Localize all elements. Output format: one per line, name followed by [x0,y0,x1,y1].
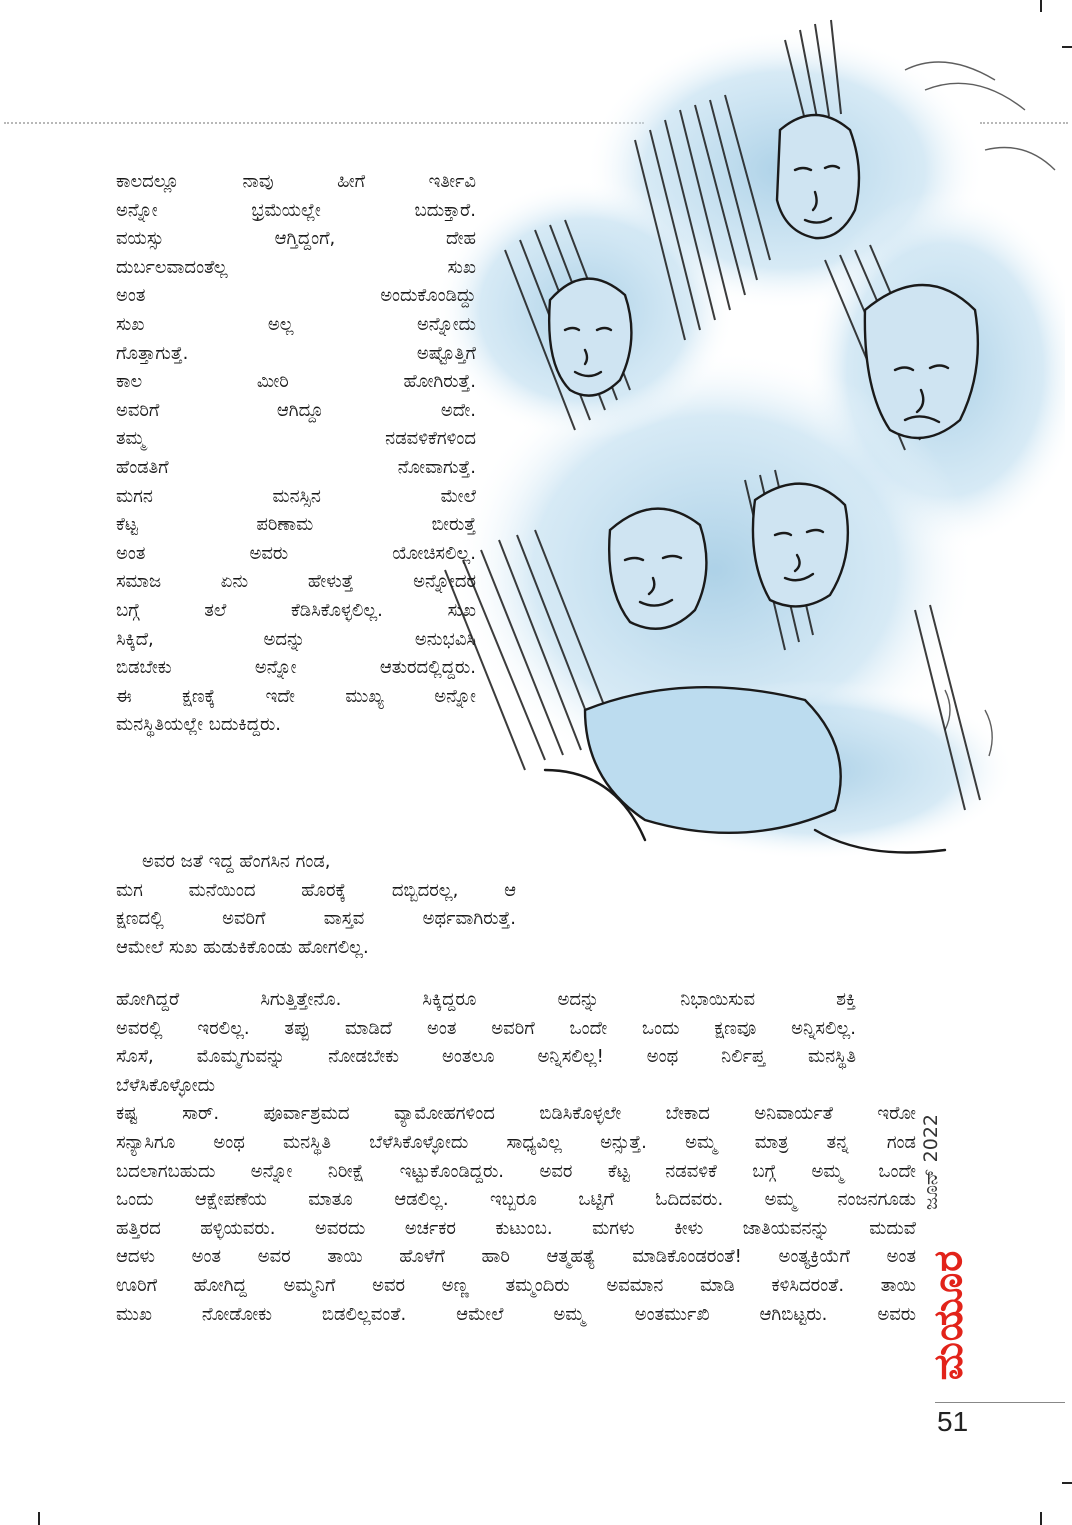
narrow-text-line: ಈ ಕ್ಷಣಕ್ಕೆ ಇದೇ ಮುಖ್ಯ ಅನ್ನೋ [116,685,476,707]
crop-mark-bottom-left [38,1512,40,1525]
paragraph-first-line: ಅವರ ಜತೆ ಇದ್ದ ಹೆಂಗಸಿನ ಗಂಡ, [142,851,331,872]
mid-text-line: ಆಮೇಲೆ ಸುಖ ಹುಡುಕಿಕೊಂಡು ಹೋಗಲಿಲ್ಲ. [116,936,369,958]
narrow-text-column [116,168,476,740]
wide-text-column [116,986,916,1329]
wide-text-line: ಸನ್ಯಾಸಿಗೂ ಅಂಥ ಮನಸ್ಥಿತಿ ಬೆಳೆಸಿಕೊಳ್ಳೋದು ಸಾಧ್ಯವಿಲ್ಲ ಅನ್ಸುತ್ತೆ. ಅಮ್ಮ ಮಾತ್ರ ತನ್ನ ಗಂಡ [116,1131,916,1153]
narrow-text-line: ಮನಸ್ಥಿತಿಯಲ್ಲೇ ಬದುಕಿದ್ದರು. [116,714,281,736]
narrow-text-line: ದುರ್ಬಲವಾದಂತೆಲ್ಲ ಸುಖ [116,256,476,278]
wide-text-line: ಆದಳು ಅಂತ ಅವರ ತಾಯಿ ಹೊಳೆಗೆ ಹಾರಿ ಆತ್ಮಹತ್ಯೆ ಮಾಡಿಕೊಂಡರಂತೆ! ಅಂತ್ಯಕ್ರಿಯೆಗೆ ಅಂತ [116,1246,916,1268]
wide-text-line: ಹತ್ತಿರದ ಹಳ್ಳಿಯವರು. ಅವರದು ಅರ್ಚಕರ ಕುಟುಂಬ. ಮಗಳು ಕೀಳು ಜಾತಿಯವನನ್ನು ಮದುವೆ [116,1217,916,1239]
mid-text-column [116,848,516,962]
crop-mark-bottom-right [1040,1512,1042,1525]
mid-text-line: ಮಗ ಮನೆಯಿಂದ ಹೊರಕ್ಕೆ ದಬ್ಬಿದರಲ್ಲ, ಆ [116,879,516,901]
narrow-text-line: ತಮ್ಮ ನಡವಳಿಕೆಗಳಿಂದ [116,428,476,450]
wide-text-line: ಊರಿಗೆ ಹೋಗಿದ್ದ ಅಮ್ಮನಿಗೆ ಅವರ ಅಣ್ಣ ತಮ್ಮಂದಿರು ಅವಮಾನ ಮಾಡಿ ಕಳಿಸಿದರಂತೆ. ತಾಯಿ [116,1274,916,1296]
mid-text-line: ಕ್ಷಣದಲ್ಲಿ ಅವರಿಗೆ ವಾಸ್ತವ ಅರ್ಥವಾಗಿರುತ್ತೆ. [116,908,516,930]
narrow-text-line: ಗೊತ್ತಾಗುತ್ತೆ. ಅಷ್ಟೊತ್ತಿಗೆ [116,342,476,364]
narrow-text-line: ಸುಖ ಅಲ್ಲ ಅನ್ನೋದು [116,313,476,335]
narrow-text-line: ಸಮಾಜ ಏನು ಹೇಳುತ್ತೆ ಅನ್ನೋದರ [116,571,476,593]
issue-date: ಜೂನ್ 2022 [920,1113,942,1210]
wide-text-line: ಒಂದು ಆಕ್ಷೇಪಣೆಯ ಮಾತೂ ಆಡಲಿಲ್ಲ. ಇಬ್ಬರೂ ಒಟ್ಟಿಗೆ ಓದಿದವರು. ಅಮ್ಮ ನಂಜನಗೂಡು [116,1189,916,1211]
narrow-text-line: ಬಗ್ಗೆ ತಲೆ ಕೆಡಿಸಿಕೊಳ್ಳಲಿಲ್ಲ. ಸುಖ [116,599,476,621]
crop-mark-right-lower [1062,1482,1072,1484]
wide-text-line: ಮುಖ ನೋಡೋಕು ಬಿಡಲಿಲ್ಲವಂತೆ. ಆಮೇಲೆ ಅಮ್ಮ ಅಂತರ್ಮುಖಿ ಆಗಿಬಿಟ್ಟರು. ಅವರು [116,1303,916,1325]
wide-text-line: ಬದಲಾಗಬಹುದು ಅನ್ನೋ ನಿರೀಕ್ಷೆ ಇಟ್ಟುಕೊಂಡಿದ್ದರು. ಅವರ ಕೆಟ್ಟ ನಡವಳಿಕೆ ಬಗ್ಗೆ ಅಮ್ಮ ಒಂದೇ [116,1160,916,1182]
narrow-text-line: ಬಿಡಬೇಕು ಅನ್ನೋ ಆತುರದಲ್ಲಿದ್ದರು. [116,657,476,679]
narrow-text-line: ಅಂತ ಅಂದುಕೊಂಡಿದ್ದು [116,285,476,307]
page-number: 51 [937,1406,969,1437]
narrow-text-line: ಅನ್ನೋ ಭ್ರಮೆಯಲ್ಲೇ ಬದುಕ್ತಾರೆ. [116,199,476,221]
folio-rule [935,1402,1065,1403]
wide-text-line: ಕಷ್ಟ ಸಾರ್. ಪೂರ್ವಾಶ್ರಮದ ವ್ಯಾಮೋಹಗಳಿಂದ ಬಿಡಿಸಿಕೊಳ್ಳಲೇ ಬೇಕಾದ ಅನಿವಾರ್ಯತೆ ಇರೋ [116,1103,916,1125]
narrow-text-line: ಅವರಿಗೆ ಆಗಿದ್ದೂ ಅದೇ. [116,399,476,421]
wide-text-line: ಅವರಲ್ಲಿ ಇರಲಿಲ್ಲ. ತಪ್ಪು ಮಾಡಿದೆ ಅಂತ ಅವರಿಗೆ ಒಂದೇ ಒಂದು ಕ್ಷಣವೂ ಅನ್ನಿಸಲಿಲ್ಲ. [116,1017,856,1039]
narrow-text-line: ಮಗನ ಮನಸ್ಸಿನ ಮೇಲೆ [116,485,476,507]
faces-illustration [385,10,1065,890]
narrow-text-line: ಸಿಕ್ಕಿದೆ, ಅದನ್ನು ಅನುಭವಿಸಿ [116,628,476,650]
narrow-text-line: ಹೆಂಡತಿಗೆ ನೋವಾಗುತ್ತೆ. [116,456,476,478]
narrow-text-line: ಕಾಲದಲ್ಲೂ ನಾವು ಹೀಗೆ ಇರ್ತೀವಿ [116,171,476,192]
narrow-text-line: ಕೆಟ್ಟ ಪರಿಣಾಮ ಬೀರುತ್ತೆ [116,514,476,536]
magazine-logo-text: ಮಯೂರ [925,1249,971,1381]
narrow-text-line: ವಯಸ್ಸು ಆಗ್ತಿದ್ದಂಗೆ, ದೇಹ [116,228,476,250]
narrow-text-line: ಕಾಲ ಮೀರಿ ಹೋಗಿರುತ್ತೆ. [116,371,476,393]
wide-text-line: ಬೆಳೆಸಿಕೊಳ್ಳೋದು [116,1074,216,1096]
wide-text-line: ಹೋಗಿದ್ದರೆ ಸಿಗುತ್ತಿತ್ತೇನೊ. ಸಿಕ್ಕಿದ್ದರೂ ಅದನ್ನು ನಿಭಾಯಿಸುವ ಶಕ್ತಿ [116,989,856,1010]
magazine-logo [918,1230,978,1400]
narrow-text-line: ಅಂತ ಅವರು ಯೋಚಿಸಲಿಲ್ಲ. [116,542,476,564]
wide-text-line: ಸೊಸೆ, ಮೊಮ್ಮಗುವನ್ನು ನೋಡಬೇಕು ಅಂತಲೂ ಅನ್ನಿಸಲಿಲ್ಲ! ಅಂಥ ನಿರ್ಲಿಪ್ತ ಮನಸ್ಥಿತಿ [116,1046,856,1068]
